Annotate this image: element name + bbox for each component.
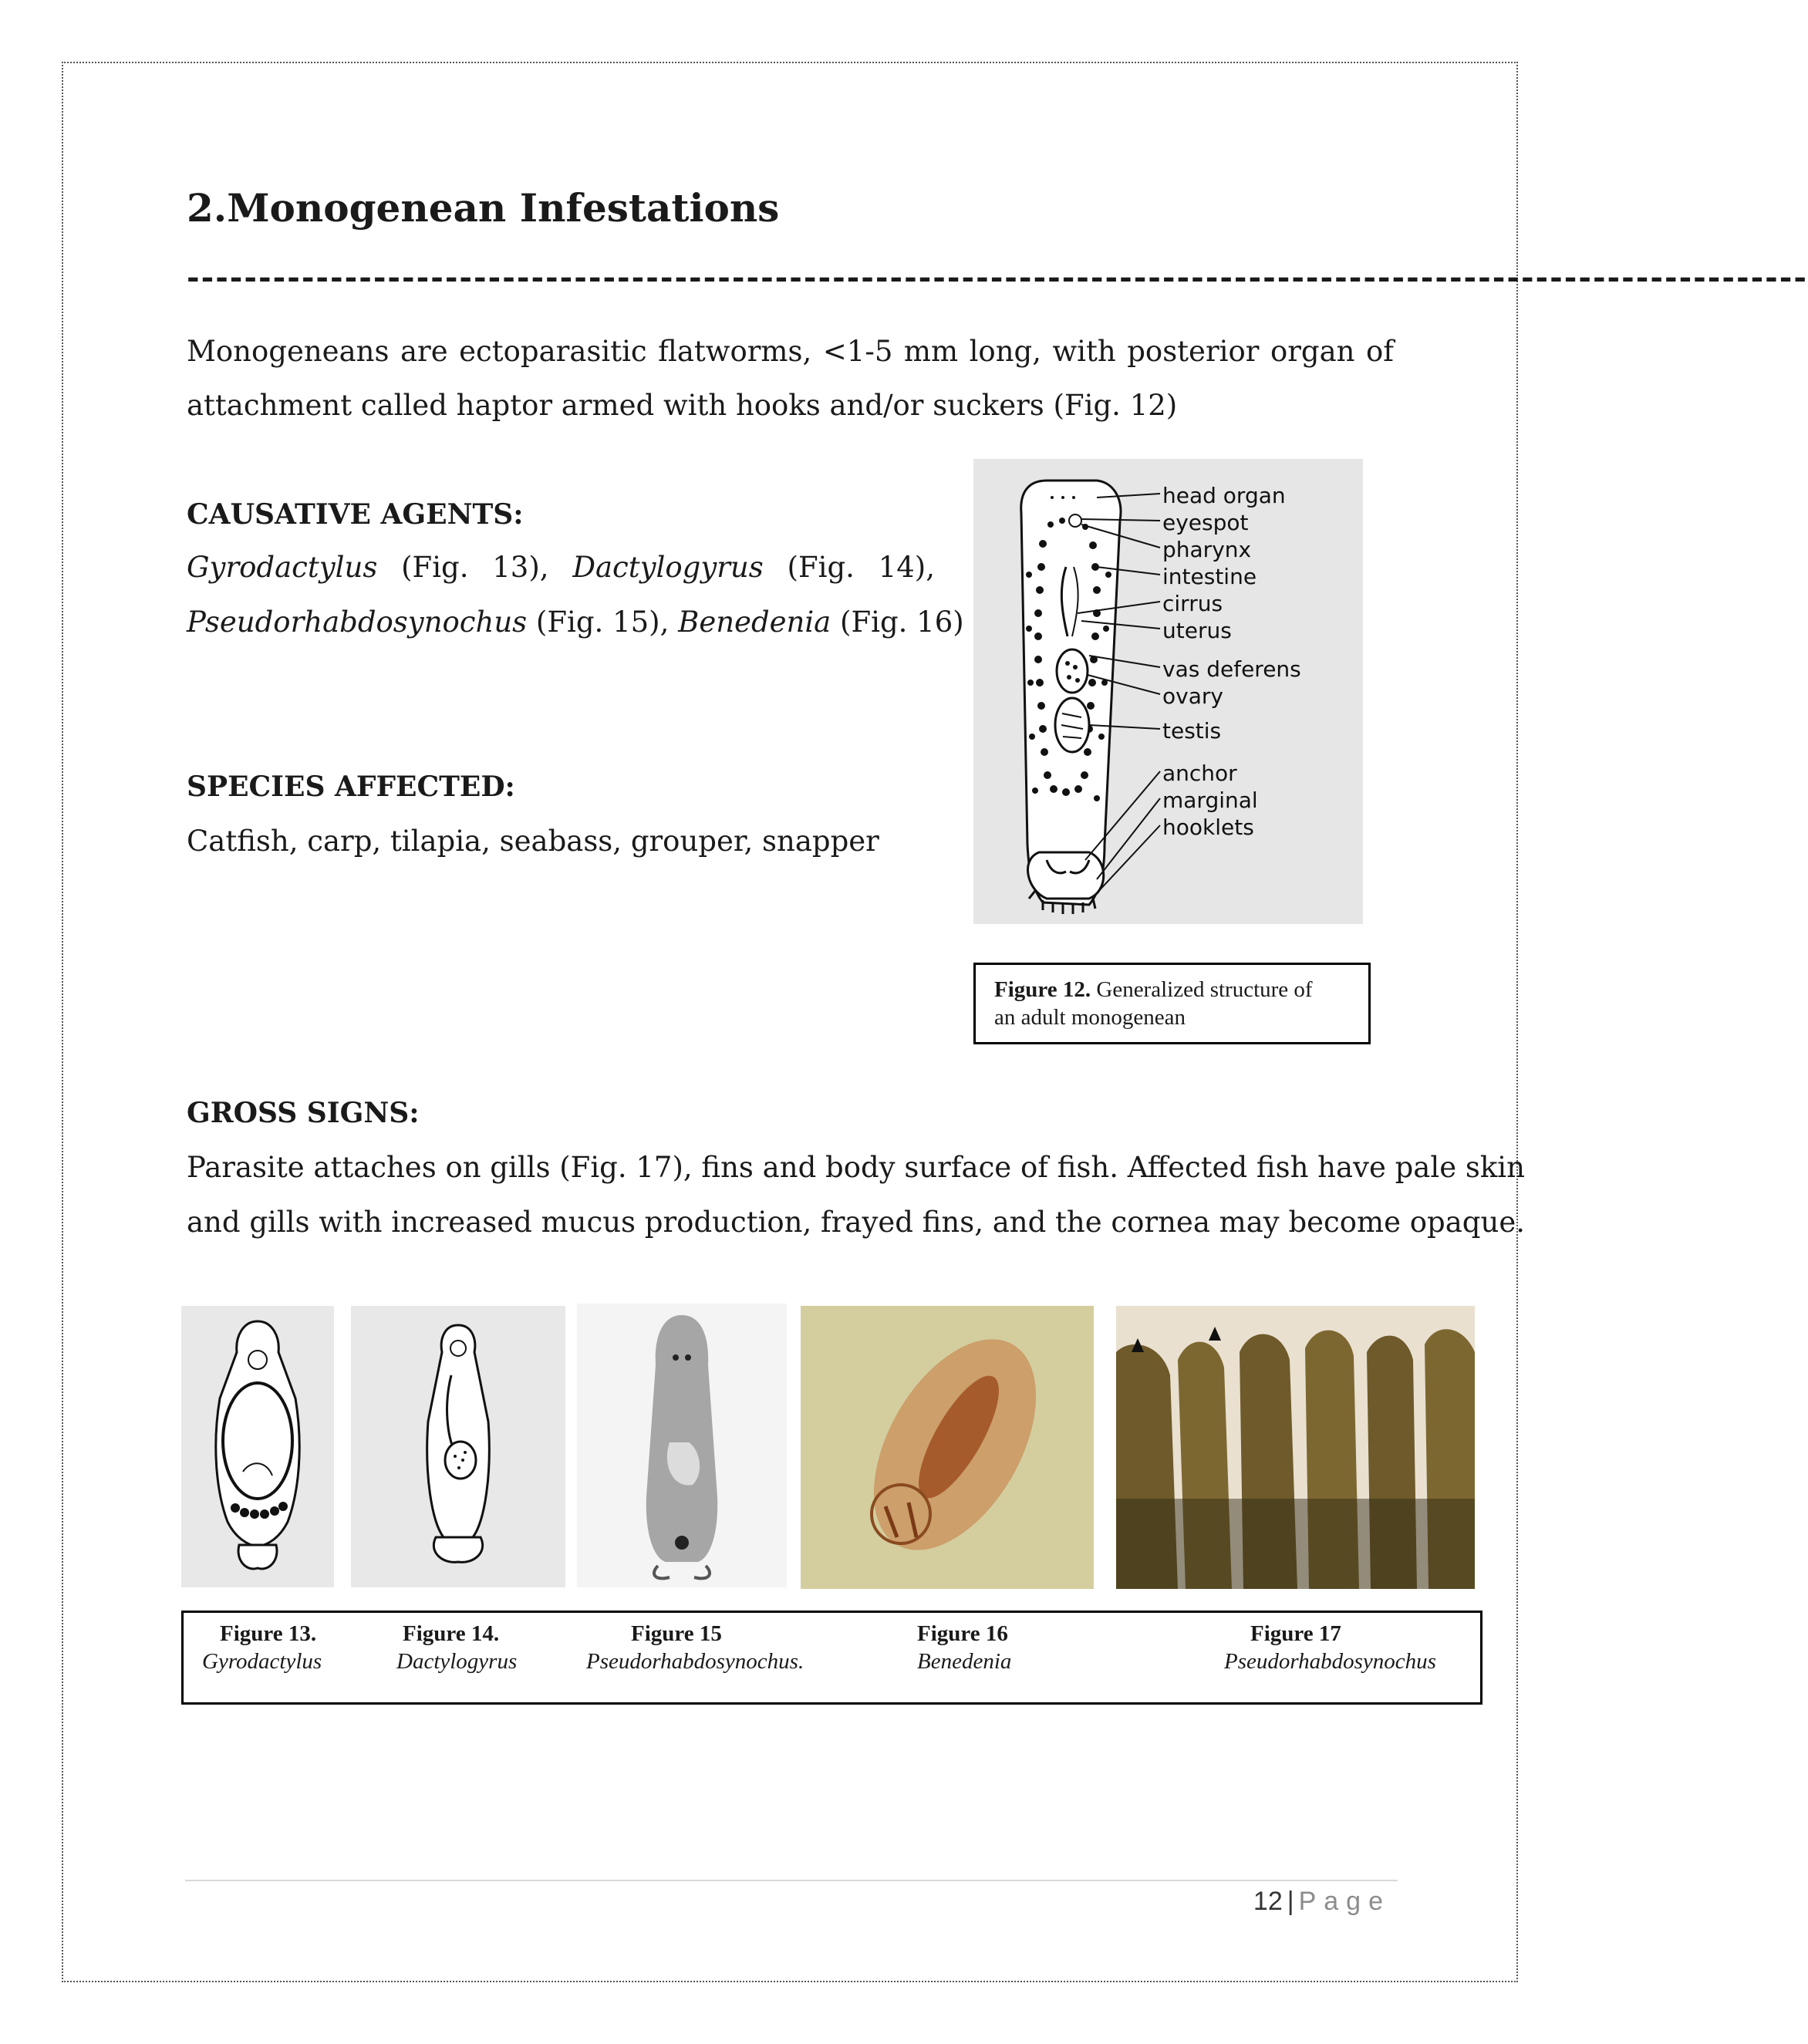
agent-pseudorhabdosynochus: Pseudorhabdosynochus <box>187 605 528 639</box>
figure-12-labels <box>1162 482 1301 841</box>
label-anchor: anchor <box>1162 761 1237 786</box>
figure-12-diagram <box>973 459 1363 924</box>
figure-14-label: Figure 14. <box>403 1621 500 1646</box>
figure-12-caption-label: Figure 12. <box>994 977 1091 1002</box>
figure-15-label: Figure 15 <box>631 1621 722 1646</box>
figure-17-name: Pseudorhabdosynochus <box>1224 1649 1436 1674</box>
footer-rule <box>185 1880 1398 1881</box>
figure-16-name: Benedenia <box>917 1649 1012 1674</box>
label-ovary: ovary <box>1162 683 1223 709</box>
agent-gyrodactylus-ref-num: 13), <box>492 551 549 584</box>
page-word: Page <box>1298 1887 1391 1916</box>
footer-separator: | <box>1287 1887 1294 1916</box>
label-cirrus: cirrus <box>1162 591 1223 616</box>
gyrodactylus-drawing <box>181 1306 334 1587</box>
figure-17-image <box>1116 1306 1475 1589</box>
label-intestine: intestine <box>1162 564 1257 589</box>
agent-dactylogyrus: Dactylogyrus <box>572 551 764 584</box>
figure-14-image <box>351 1306 565 1587</box>
label-pharynx: pharynx <box>1162 537 1252 562</box>
label-hooklets: hooklets <box>1162 815 1254 840</box>
gross-signs-line-2: and gills with increased mucus production, frayed fins, and the cornea may become opaque. <box>187 1206 1525 1239</box>
benedenia-photo <box>801 1306 1094 1589</box>
dactylogyrus-drawing <box>351 1306 565 1587</box>
figure-12-caption-line-2: an adult monogenean <box>994 1005 1186 1030</box>
gross-signs-heading: GROSS SIGNS: <box>187 1097 420 1129</box>
agent-gyrodactylus: Gyrodactylus <box>187 551 378 584</box>
label-uterus: uterus <box>1162 618 1232 643</box>
figure-17-label: Figure 17 <box>1250 1621 1341 1646</box>
dashed-divider: ----------------------------------------------------------------------------------------------------------------- <box>187 259 1808 295</box>
figure-16-image <box>801 1306 1094 1589</box>
causative-agents-heading: CAUSATIVE AGENTS: <box>187 498 524 531</box>
figure-15-name: Pseudorhabdosynochus. <box>586 1649 804 1674</box>
gill-filaments-photo <box>1116 1306 1475 1589</box>
agent-benedenia-ref: (Fig. 16) <box>831 605 964 639</box>
label-head-organ: head organ <box>1162 483 1286 508</box>
label-vas-deferens: vas deferens <box>1162 656 1301 682</box>
label-testis: testis <box>1162 718 1222 744</box>
figure-13-image <box>181 1306 334 1587</box>
pseudorhabdosynochus-photo <box>577 1304 787 1587</box>
intro-line-2: attachment called haptor armed with hooks and/or suckers (Fig. 12) <box>187 389 1178 422</box>
intro-line-1: Monogeneans are ectoparasitic flatworms, <1-5 mm long, with posterior organ of <box>187 335 1394 368</box>
label-marginal: marginal <box>1162 788 1258 813</box>
species-affected-text: Catfish, carp, tilapia, seabass, grouper, snapper <box>187 825 879 858</box>
agent-dactylogyrus-ref-num: 14), <box>878 551 935 584</box>
page-number: 12 <box>1253 1887 1283 1916</box>
figure-13-name: Gyrodactylus <box>202 1649 322 1674</box>
figure-12-caption-line-1: Generalized structure of <box>1091 977 1313 1002</box>
gross-signs-line-1: Parasite attaches on gills (Fig. 17), fins and body surface of fish. Affected fish have pale skin <box>187 1151 1525 1184</box>
agent-benedenia: Benedenia <box>678 605 831 639</box>
figure-13-label: Figure 13. <box>220 1621 317 1646</box>
figure-16-label: Figure 16 <box>917 1621 1008 1646</box>
page-footer <box>1253 1882 1391 1921</box>
figure-12-caption <box>973 963 1371 1044</box>
causative-line-2 <box>187 595 964 649</box>
section-title: 2.Monogenean Infestations <box>187 185 780 231</box>
species-affected-heading: SPECIES AFFECTED: <box>187 771 515 803</box>
causative-line-1 <box>187 540 935 595</box>
agent-gyrodactylus-ref: (Fig. <box>401 551 469 584</box>
figure-14-name: Dactylogyrus <box>396 1649 518 1674</box>
agent-dactylogyrus-ref: (Fig. <box>787 551 855 584</box>
agent-pseudorhabdosynochus-ref: (Fig. 15), <box>527 605 679 639</box>
figure-15-image <box>577 1304 787 1587</box>
label-eyespot: eyespot <box>1162 510 1249 535</box>
